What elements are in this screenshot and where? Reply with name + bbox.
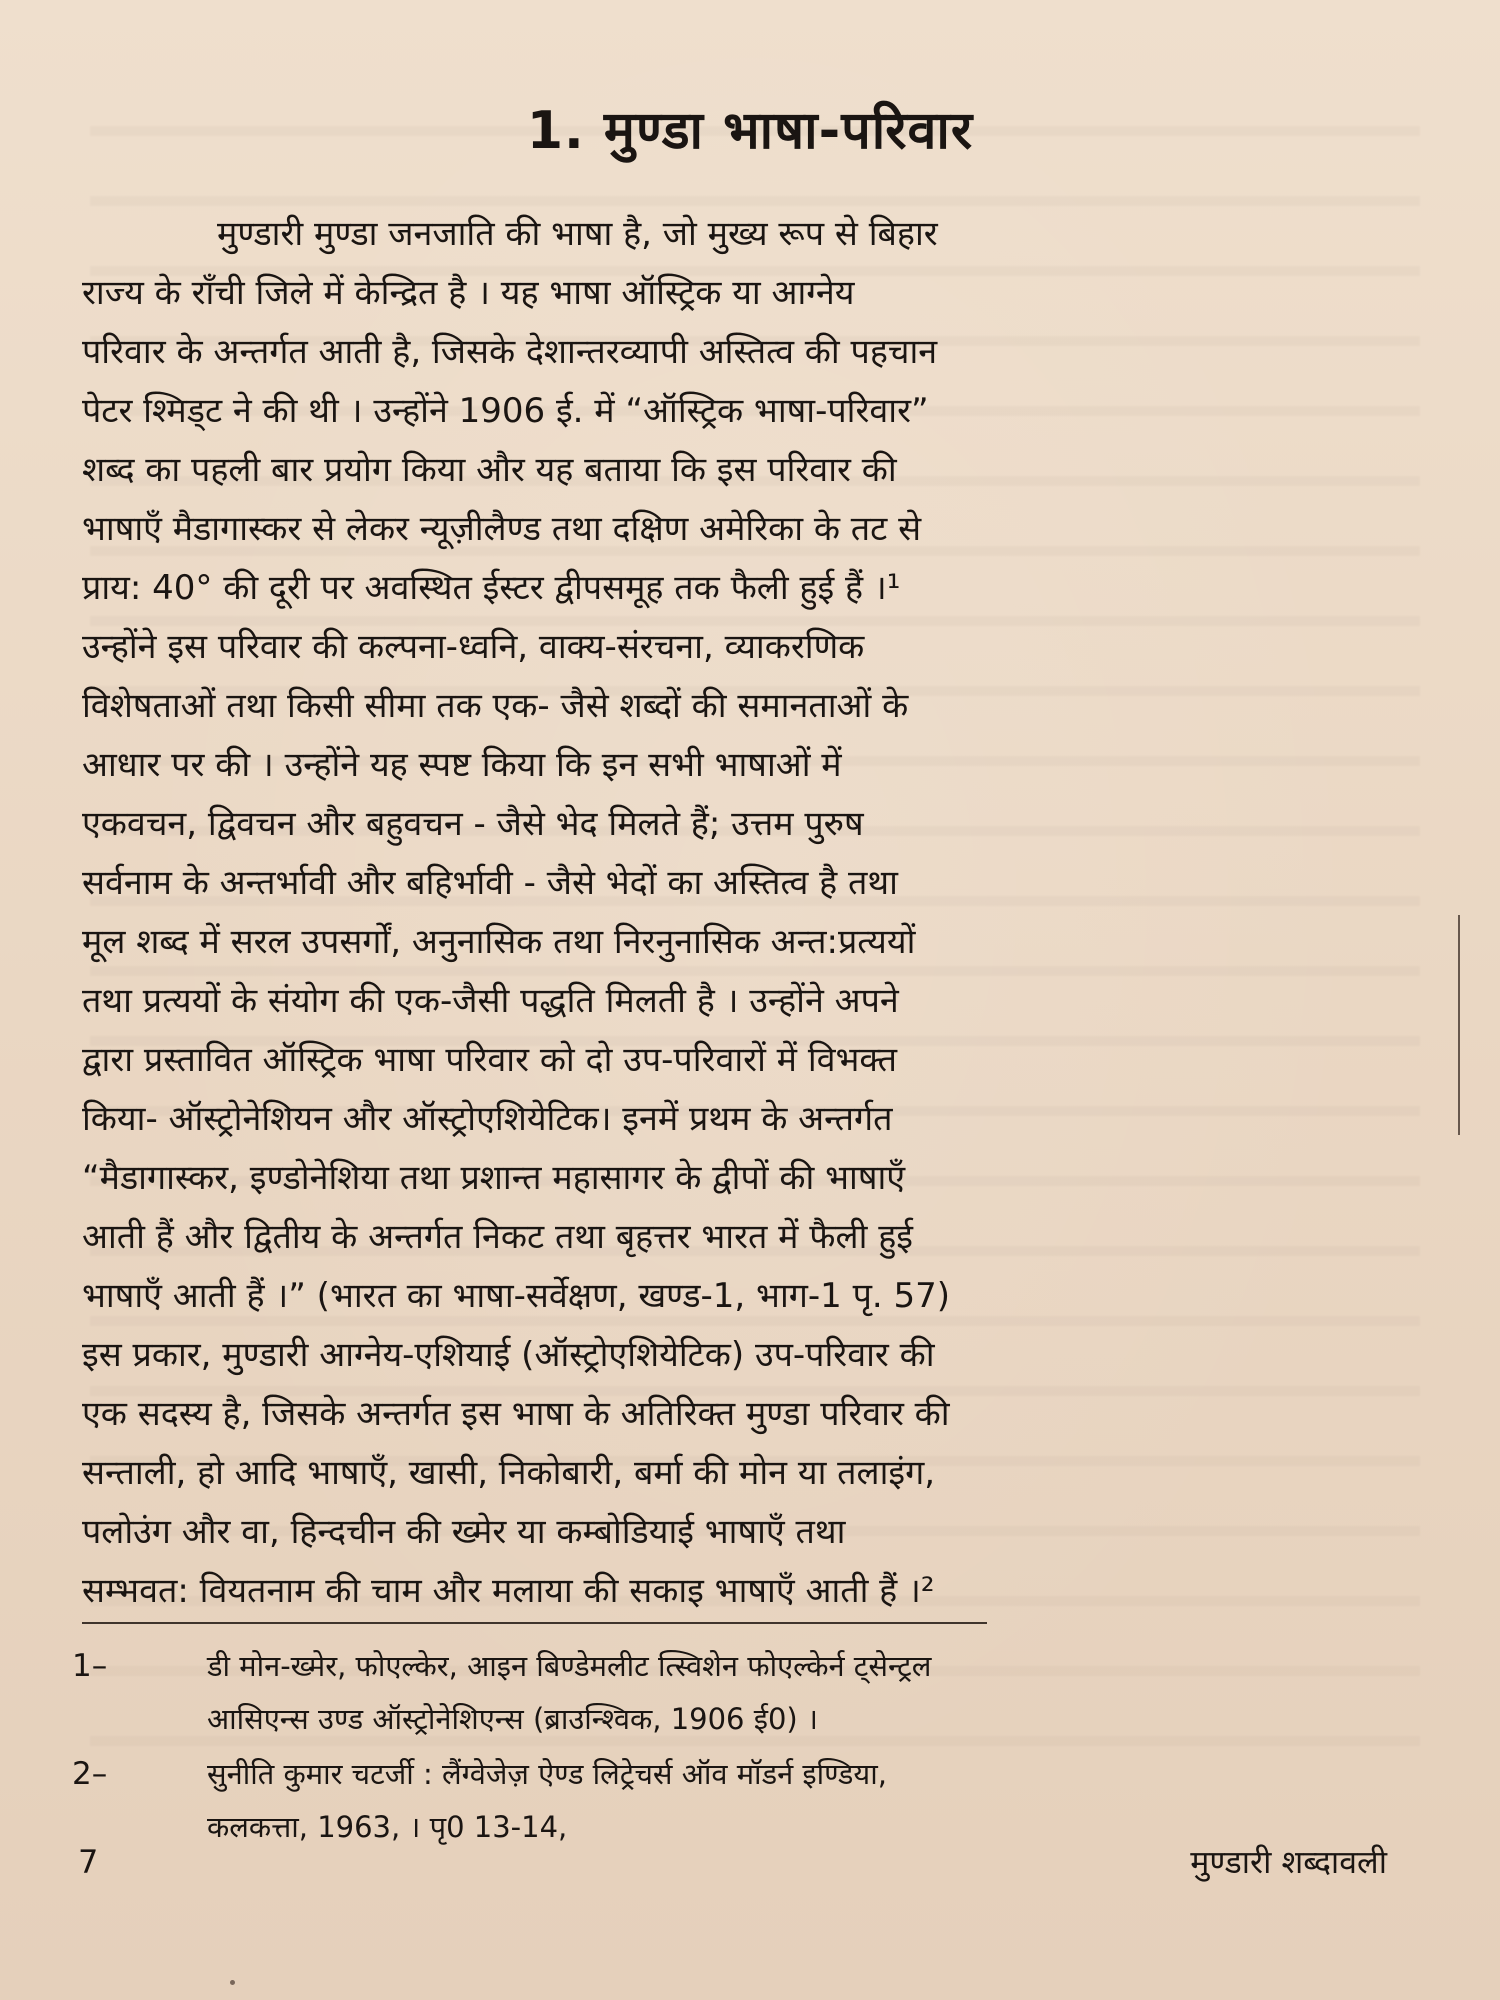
text-line-23: पलोउंग और वा, हिन्दचीन की ख्मेर या कम्बोडियाई भाषाएँ तथा <box>82 1512 846 1552</box>
text-line-8: उन्होंने इस परिवार की कल्पना-ध्वनि, वाक्य-संरचना, व्याकरणिक <box>82 627 865 667</box>
running-head: मुण्डारी शब्दावली <box>1190 1843 1387 1881</box>
text-line-6: भाषाएँ मैडागास्कर से लेकर न्यूज़ीलैण्ड तथा दक्षिण अमेरिका के तट से <box>82 509 922 549</box>
footnote-line: कलकत्ता, 1963, । पृ0 13-14, <box>207 1810 568 1844</box>
text-line-16: किया- ऑस्ट्रोनेशियन और ऑस्ट्रोएशियेटिक। इनमें प्रथम के अन्तर्गत <box>82 1099 893 1139</box>
footnote-text <box>207 1640 1412 1746</box>
text-line-9: विशेषताओं तथा किसी सीमा तक एक- जैसे शब्दों की समानताओं के <box>82 686 909 726</box>
right-edge-mark <box>1458 915 1460 1135</box>
footnotes <box>72 1640 1412 1856</box>
text-line-13: मूल शब्द में सरल उपसर्गों, अनुनासिक तथा निरनुनासिक अन्त:प्रत्ययों <box>82 922 916 962</box>
page-number: 7 <box>78 1843 99 1881</box>
text-line-24: सम्भवत: वियतनाम की चाम और मलाया की सकाइ भाषाएँ आती हैं ।² <box>82 1571 935 1611</box>
text-line-22: सन्ताली, हो आदि भाषाएँ, खासी, निकोबारी, बर्मा की मोन या तलाइंग, <box>82 1453 936 1493</box>
footnote-line: आसिएन्स उण्ड ऑस्ट्रोनेशिएन्स (ब्राउन्श्विक, 1906 ई0) । <box>207 1702 818 1736</box>
text-line-11: एकवचन, द्विवचन और बहुवचन - जैसे भेद मिलते हैं; उत्तम पुरुष <box>82 804 864 844</box>
footnote-2 <box>72 1748 1412 1854</box>
text-line-4: पेटर श्मिड्ट ने की थी । उन्होंने 1906 ई. में “ऑस्ट्रिक भाषा-परिवार” <box>82 391 929 431</box>
footnote-line: सुनीति कुमार चटर्जी : लैंग्वेजेज़ ऐण्ड लिट्रेचर्स ऑव मॉडर्न इण्डिया, <box>207 1757 887 1791</box>
text-line-3: परिवार के अन्तर्गत आती है, जिसके देशान्तरव्यापी अस्तित्व की पहचान <box>82 332 938 372</box>
footnote-1 <box>72 1640 1412 1746</box>
text-line-20: इस प्रकार, मुण्डारी आग्नेय-एशियाई (ऑस्ट्रोएशियेटिक) उप-परिवार की <box>82 1335 935 1375</box>
chapter-title: 1. मुण्डा भाषा-परिवार <box>526 100 974 161</box>
text-line-15: द्वारा प्रस्तावित ऑस्ट्रिक भाषा परिवार को दो उप-परिवारों में विभक्त <box>82 1040 898 1080</box>
text-line-7: प्राय: 40° की दूरी पर अवस्थित ईस्टर द्वीपसमूह तक फैली हुई हैं ।¹ <box>82 568 901 608</box>
text-line-5: शब्द का पहली बार प्रयोग किया और यह बताया कि इस परिवार की <box>82 450 897 490</box>
text-line-1: मुण्डारी मुण्डा जनजाति की भाषा है, जो मुख्य रूप से बिहार <box>217 214 938 254</box>
text-line-19: भाषाएँ आती हैं ।” (भारत का भाषा-सर्वेक्षण, खण्ड-1, भाग-1 पृ. 57) <box>82 1276 951 1316</box>
text-line-21: एक सदस्य है, जिसके अन्तर्गत इस भाषा के अतिरिक्त मुण्डा परिवार की <box>82 1394 950 1434</box>
footnote-text <box>207 1748 1412 1854</box>
footnote-rule <box>82 1622 987 1624</box>
text-line-12: सर्वनाम के अन्तर्भावी और बहिर्भावी - जैसे भेदों का अस्तित्व है तथा <box>82 863 898 903</box>
main-paragraph <box>82 205 1402 1621</box>
footnote-number: 1– <box>72 1648 108 1684</box>
text-line-2: राज्य के राँची जिले में केन्द्रित है । यह भाषा ऑस्ट्रिक या आग्नेय <box>82 273 855 313</box>
text-line-17: “मैडागास्कर, इण्डोनेशिया तथा प्रशान्त महासागर के द्वीपों की भाषाएँ <box>82 1158 906 1198</box>
paper-speck <box>230 1980 235 1985</box>
text-line-14: तथा प्रत्ययों के संयोग की एक-जैसी पद्धति मिलती है । उन्होंने अपने <box>82 981 899 1021</box>
text-line-10: आधार पर की । उन्होंने यह स्पष्ट किया कि इन सभी भाषाओं में <box>82 745 842 785</box>
footnote-number: 2– <box>72 1756 108 1792</box>
text-line-18: आती हैं और द्वितीय के अन्तर्गत निकट तथा बृहत्तर भारत में फैली हुई <box>82 1217 913 1257</box>
footnote-line: डी मोन-ख्मेर, फोएल्केर, आइन बिण्डेमलीट त्स्विशेन फोएल्केर्न ट्सेन्ट्रल <box>207 1649 932 1683</box>
